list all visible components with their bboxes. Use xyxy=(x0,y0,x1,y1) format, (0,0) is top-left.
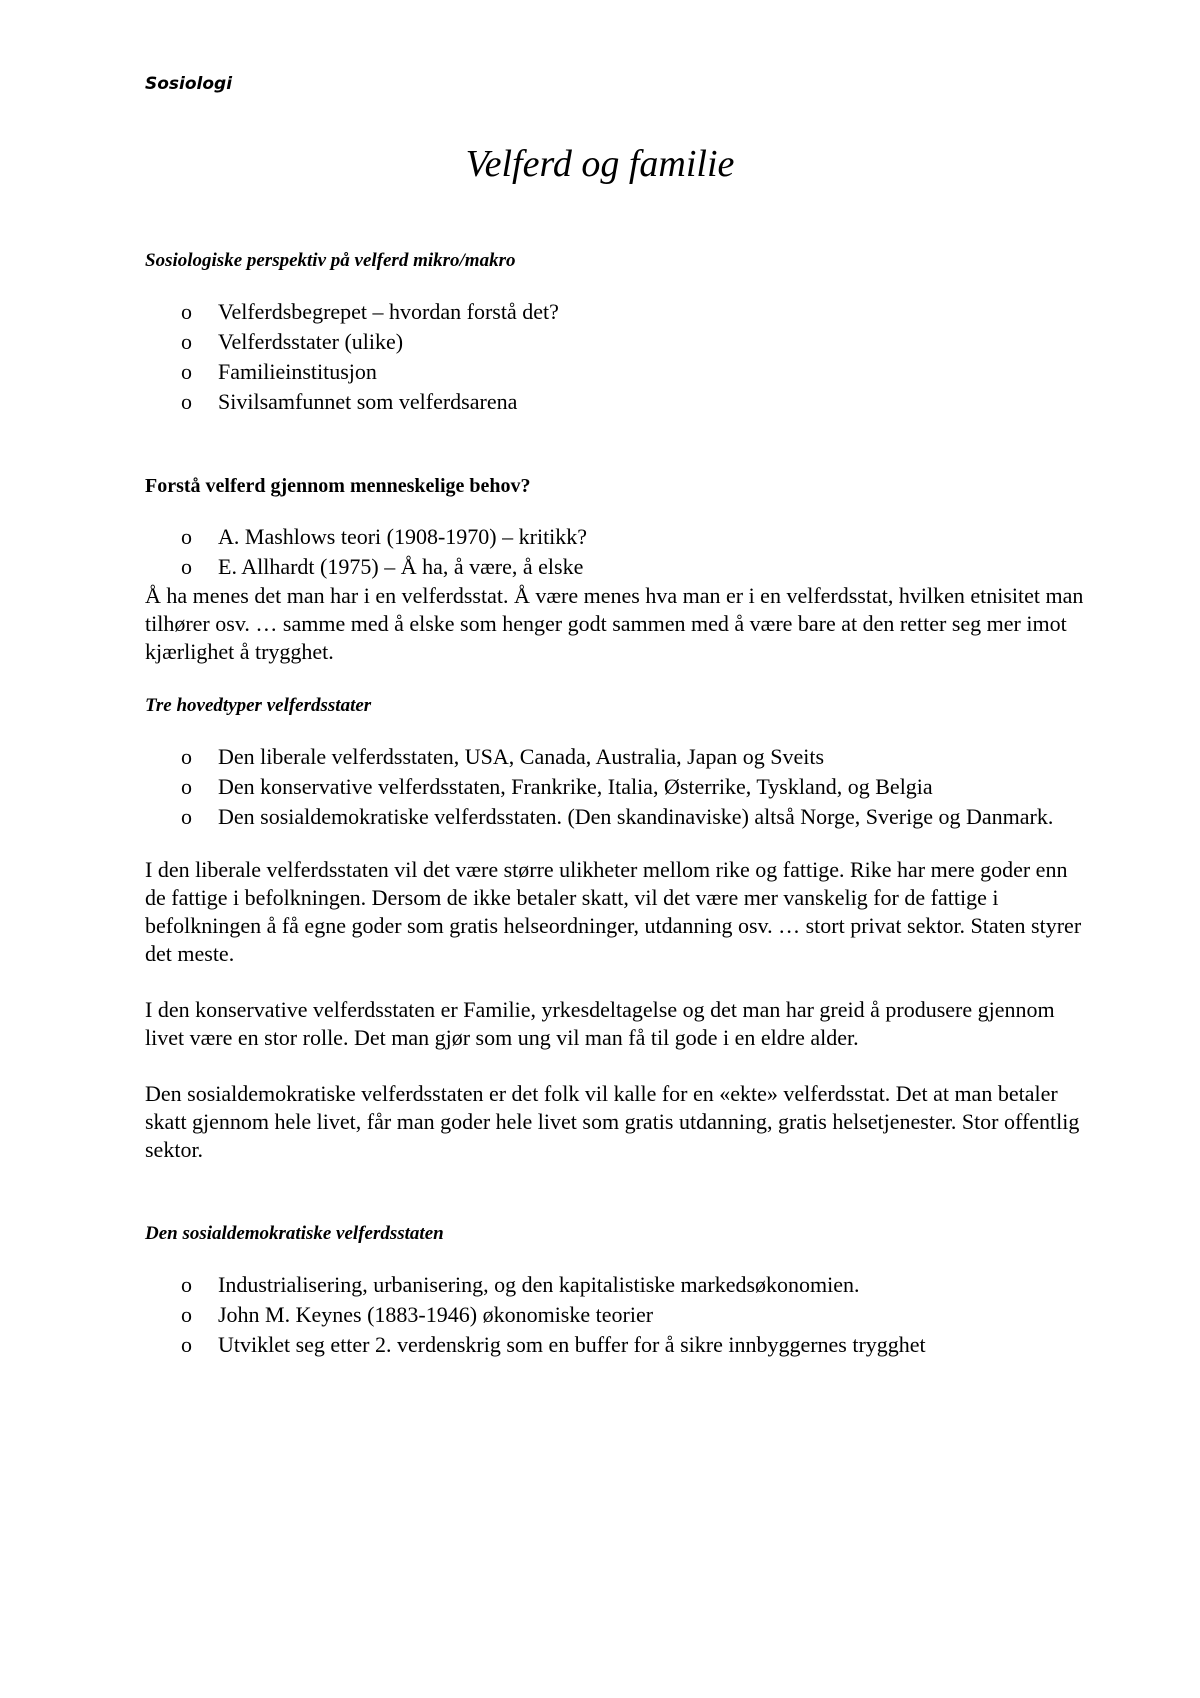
list-item: o Industrialisering, urbanisering, og den kapitalistiske markedsøkonomien. xyxy=(145,1270,1085,1300)
list-item: o A. Mashlows teori (1908-1970) – kritikk? xyxy=(145,522,1085,552)
list-item: o Den konservative velferdsstaten, Frankrike, Italia, Østerrike, Tyskland, og Belgia xyxy=(145,772,1085,802)
bullet-icon: o xyxy=(181,804,192,829)
bullet-icon: o xyxy=(181,524,192,549)
header-label: Sosiologi xyxy=(145,74,233,94)
bullet-icon: o xyxy=(181,774,192,799)
bullet-icon: o xyxy=(181,554,192,579)
social-democratic-paragraph: Den sosialdemokratiske velferdsstaten er det folk vil kalle for en «ekte» velferdsstat. Det at man betaler skatt gjennom hele livet, får man goder hele livet som gratis utdanning, gratis helsetjenester. Stor offentlig sektor. xyxy=(145,1081,1080,1162)
liberal-paragraph: I den liberale velferdsstaten vil det være større ulikheter mellom rike og fattige. Rike har mere goder enn de fattige i befolkningen. Dersom de ikke betaler skatt, vil det være mer vanskelig for de fattige i befolkningen å få egne goder som gratis helseordninger, utdanning osv. … stort privat sektor. Staten styrer det meste. xyxy=(145,857,1082,966)
bullet-icon: o xyxy=(181,1332,192,1357)
bullet-icon: o xyxy=(181,359,192,384)
bullet-icon: o xyxy=(181,744,192,769)
document-title: Velferd og familie xyxy=(465,143,735,185)
perspectives-list xyxy=(145,297,1085,417)
document-body xyxy=(145,247,1085,1360)
social-democratic-list xyxy=(145,1270,1085,1360)
bullet-icon: o xyxy=(181,389,192,414)
needs-paragraph: Å ha menes det man har i en velferdsstat. Å være menes hva man er i en velferdsstat, hvilken etnisitet man tilhører osv. … samme med å elske som henger godt sammen med å være bare at den retter seg mer imot kjærlighet å trygghet. xyxy=(145,583,1084,664)
bullet-icon: o xyxy=(181,1272,192,1297)
section-heading-welfare-types: Tre hovedtyper velferdsstater xyxy=(145,695,372,716)
list-item: o Velferdsstater (ulike) xyxy=(145,327,1085,357)
bullet-icon: o xyxy=(181,1302,192,1327)
list-item: o John M. Keynes (1883-1946) økonomiske teorier xyxy=(145,1300,1085,1330)
list-item: o Familieinstitusjon xyxy=(145,357,1085,387)
needs-list xyxy=(145,522,1085,582)
conservative-paragraph: I den konservative velferdsstaten er Familie, yrkesdeltagelse og det man har greid å produsere gjennom livet være en stor rolle. Det man gjør som ung vil man få til gode i en eldre alder. xyxy=(145,997,1055,1050)
section-heading-social-democratic: Den sosialdemokratiske velferdsstaten xyxy=(145,1223,444,1244)
list-item: o Utviklet seg etter 2. verdenskrig som en buffer for å sikre innbyggernes trygghet xyxy=(145,1330,1085,1360)
list-item: o Den sosialdemokratiske velferdsstaten. (Den skandinaviske) altså Norge, Sverige og Danmark. xyxy=(145,802,1085,832)
bullet-icon: o xyxy=(181,299,192,324)
list-item: o Velferdsbegrepet – hvordan forstå det? xyxy=(145,297,1085,327)
list-item: o Sivilsamfunnet som velferdsarena xyxy=(145,387,1085,417)
list-item: o E. Allhardt (1975) – Å ha, å være, å elske xyxy=(145,552,1085,582)
bullet-icon: o xyxy=(181,329,192,354)
welfare-types-list xyxy=(145,742,1085,832)
section-heading-perspectives: Sosiologiske perspektiv på velferd mikro/makro xyxy=(145,250,516,271)
list-item: o Den liberale velferdsstaten, USA, Canada, Australia, Japan og Sveits xyxy=(145,742,1085,772)
section-heading-needs: Forstå velferd gjennom menneskelige behov? xyxy=(145,475,531,497)
